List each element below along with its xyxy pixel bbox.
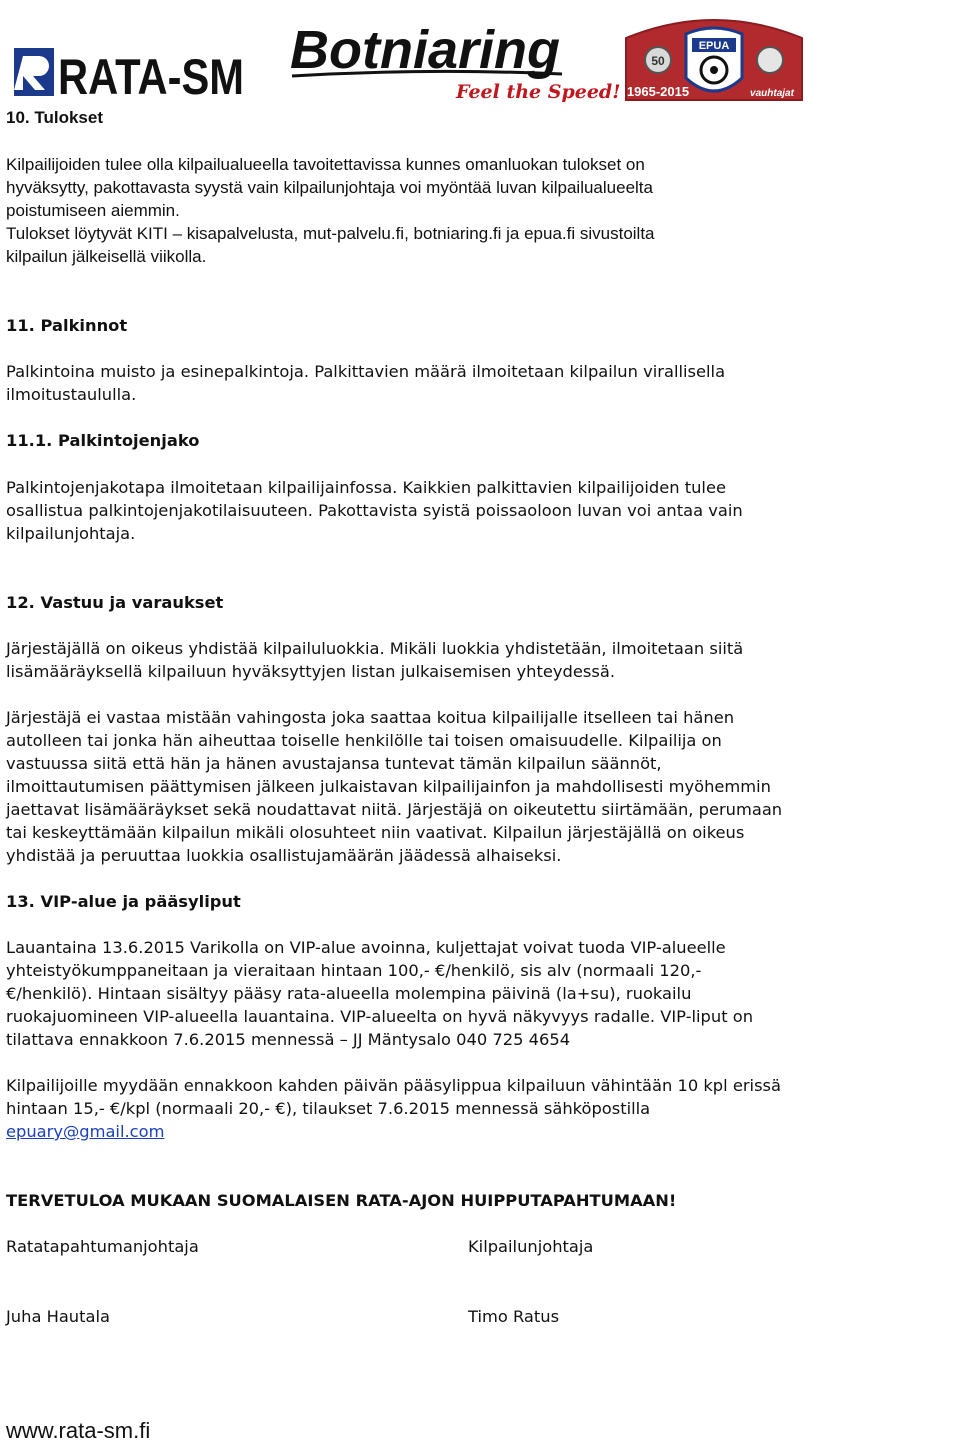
section-10-heading: 10. Tulokset bbox=[6, 108, 103, 127]
section-13-line: tilattava ennakkoon 7.6.2015 mennessä – JJ Mäntysalo 040 725 4654 bbox=[6, 1030, 571, 1049]
epua-badge-text: EPUA bbox=[698, 40, 730, 52]
section-10-line: hyväksytty, pakottavasta syystä vain kilpailunjohtaja voi myöntää luvan kilpailualueelta bbox=[6, 178, 653, 197]
section-10-line: poistumiseen aiemmin. bbox=[6, 201, 180, 220]
section-13-line: hintaan 15,- €/kpl (normaali 20,- €), tilaukset 7.6.2015 mennessä sähköpostilla bbox=[6, 1099, 651, 1118]
section-12-line: ilmoittautumisen päättymisen jälkeen julkaistavan kilpailijainfon ja mahdollisesti myöhemmin bbox=[6, 777, 771, 796]
section-13-line: Lauantaina 13.6.2015 Varikolla on VIP-alue avoinna, kuljettajat voivat tuoda VIP-alueelle bbox=[6, 938, 726, 957]
section-12-line: autolleen tai jonka hän aiheuttaa toiselle henkilölle tai toisen omaisuudelle. Kilpailija on bbox=[6, 731, 722, 750]
signature-right-role: Kilpailunjohtaja bbox=[468, 1237, 594, 1256]
section-12-line: Järjestäjä ei vastaa mistään vahingosta joka saattaa koitua kilpailijalle itselleen tai hänen bbox=[6, 708, 735, 727]
section-12-line: lisämääräyksellä kilpailuun hyväksyttyjen listan julkaisemisen yhteydessä. bbox=[6, 662, 615, 681]
section-13-line: Kilpailijoille myydään ennakkoon kahden päivän pääsylippua kilpailuun vähintään 10 kpl erissä bbox=[6, 1076, 782, 1095]
section-11-line: ilmoitustaululla. bbox=[6, 385, 137, 404]
section-11-line: Palkintoina muisto ja esinepalkintoja. Palkittavien määrä ilmoitetaan kilpailun virallisella bbox=[6, 362, 726, 381]
botniaring-logo-text: Botniaring bbox=[290, 20, 561, 80]
email-link[interactable]: epuary@gmail.com bbox=[6, 1122, 165, 1141]
epua-badge-logo bbox=[620, 8, 808, 108]
section-13-line: yhteistyökumppaneitaan ja vieraitaan hintaan 100,- €/henkilö, sis alv (normaali 120,- bbox=[6, 961, 702, 980]
section-10-line: Tulokset löytyvät KITI – kisapalvelusta, mut-palvelu.fi, botniaring.fi ja epua.fi sivustoilta bbox=[6, 224, 655, 243]
section-12-line: jaettavat lisämääräykset sekä noudattavat niitä. Järjestäjä on oikeutettu siirtämään, perumaan bbox=[6, 800, 783, 819]
botniaring-slogan: Feel the Speed! bbox=[456, 81, 621, 103]
section-13-line: €/henkilö). Hintaan sisältyy pääsy rata-alueella molempina päivinä (la+su), ruokailu bbox=[6, 984, 692, 1003]
section-10-line: Kilpailijoiden tulee olla kilpailualueella tavoitettavissa kunnes omanluokan tulokset on bbox=[6, 155, 645, 174]
section-11-heading: 11. Palkinnot bbox=[6, 316, 128, 335]
epua-partner-text: vauhtajat bbox=[750, 88, 794, 99]
section-12-line: yhdistää ja peruuttaa luokkia osallistujamäärän jäädessä alhaiseksi. bbox=[6, 846, 562, 865]
section-10-line: kilpailun jälkeisellä viikolla. bbox=[6, 247, 207, 266]
section-11-1-line: kilpailunjohtaja. bbox=[6, 524, 136, 543]
signature-left-role: Ratatapahtumanjohtaja bbox=[6, 1237, 199, 1256]
section-11-1-heading: 11.1. Palkintojenjako bbox=[6, 431, 200, 450]
botniaring-logo bbox=[286, 18, 621, 110]
epua-anniversary-text: 50 bbox=[651, 54, 665, 68]
signature-left-name: Juha Hautala bbox=[6, 1307, 110, 1326]
section-11-1-line: osallistua palkintojenjakotilaisuuteen. Pakottavista syistä poissaoloon luvan voi antaa vain bbox=[6, 501, 743, 520]
signature-right-name: Timo Ratus bbox=[468, 1307, 560, 1326]
epua-years-text: 1965-2015 bbox=[626, 84, 690, 99]
footer-url: www.rata-sm.fi bbox=[6, 1418, 151, 1443]
section-12-line: tai keskeyttämään kilpailun mikäli olosuhteet niin vaativat. Kilpailun järjestäjällä on oikeus bbox=[6, 823, 745, 842]
section-12-heading: 12. Vastuu ja varaukset bbox=[6, 593, 224, 612]
section-13-heading: 13. VIP-alue ja pääsyliput bbox=[6, 892, 241, 911]
section-12-line: vastuussa siitä että hän ja hänen avustajansa tuntevat tämän kilpailun säännöt, bbox=[6, 754, 662, 773]
section-13-line: ruokajuomineen VIP-alueella lauantaina. VIP-alueelta on hyvä näkyvyys radalle. VIP-liput on bbox=[6, 1007, 754, 1026]
welcome-banner: TERVETULOA MUKAAN SUOMALAISEN RATA-AJON HUIPPUTAPAHTUMAAN! bbox=[6, 1191, 677, 1210]
rata-sm-logo-text: RATA-SM bbox=[58, 49, 244, 105]
section-11-1-line: Palkintojenjakotapa ilmoitetaan kilpailijainfossa. Kaikkien palkittavien kilpailijoiden tulee bbox=[6, 478, 726, 497]
section-12-line: Järjestäjällä on oikeus yhdistää kilpailuluokkia. Mikäli luokkia yhdistetään, ilmoitetaan siitä bbox=[6, 639, 744, 658]
rata-sm-logo bbox=[14, 42, 246, 105]
